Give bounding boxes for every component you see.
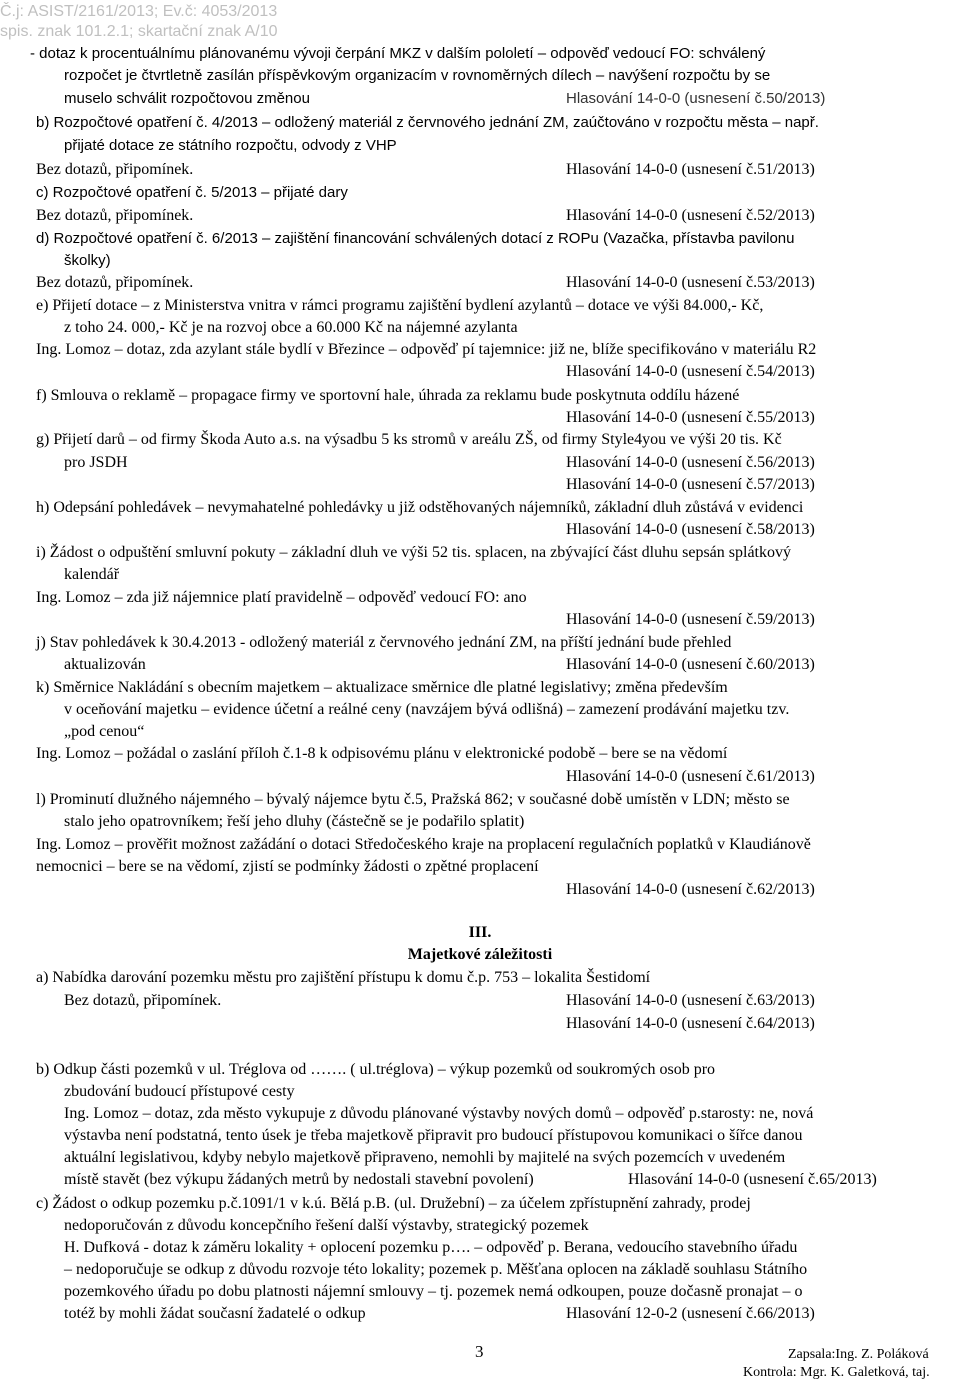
- text-line: výstavba není podstatná, tento úsek je třeba majetkově připravit pro budoucí přístupovou komunikaci o šířce danou: [64, 1127, 803, 1144]
- text-line: pozemkového úřadu po dobu platnosti nájemní smlouvy – tj. pozemek nemá odkoupen, pouze dočasně pronajat – o: [64, 1283, 803, 1300]
- vote-result: Hlasování 14-0-0 (usnesení č.60/2013): [566, 656, 815, 673]
- page-number: 3: [475, 1342, 484, 1361]
- text-line: aktuální legislativou, kdyby nebylo majetkově připraveno, nemohli by majitelé na svých pozemcích v uvedeném: [64, 1149, 786, 1166]
- doc-reference-header: Č.j: ASIST/2161/2013; Ev.č: 4053/2013: [0, 3, 278, 20]
- vote-result: Hlasování 14-0-0 (usnesení č.51/2013): [566, 161, 815, 178]
- vote-result: Hlasování 12-0-2 (usnesení č.66/2013): [566, 1305, 815, 1322]
- text-line: c) Žádost o odkup pozemku p.č.1091/1 v k.ú. Bělá p.B. (ul. Družební) – za účelem zpřístupnění zahrady, prodej: [36, 1195, 751, 1212]
- text-line: - dotaz k procentuálnímu plánovanému vývoji čerpání MKZ v dalším pololetí – odpověď vedoucí FO: schválený: [30, 45, 766, 62]
- text-line: „pod cenou“: [64, 723, 145, 740]
- text-line: g) Přijetí darů – od firmy Škoda Auto a.s. na výsadbu 5 ks stromů v areálu ZŠ, od firmy Style4you ve výši 20 tis. Kč: [36, 431, 782, 448]
- text-line: Bez dotazů, připomínek.: [36, 161, 194, 178]
- text-line: Bez dotazů, připomínek.: [36, 274, 194, 291]
- vote-result: Hlasování 14-0-0 (usnesení č.64/2013): [566, 1015, 815, 1032]
- vote-result: Hlasování 14-0-0 (usnesení č.57/2013): [566, 476, 815, 493]
- text-line: b) Odkup části pozemků v ul. Tréglova od ……. ( ul.tréglova) – výkup pozemků od soukromých osob pro: [36, 1061, 716, 1078]
- text-line: Ing. Lomoz – zda již nájemnice platí pravidelně – odpověď vedoucí FO: ano: [36, 589, 527, 606]
- text-line: Ing. Lomoz – dotaz, zda město vykupuje z důvodu plánované výstavby nových domů – odpověď p.starosty: ne, nová: [64, 1105, 814, 1122]
- text-line: Bez dotazů, připomínek.: [36, 207, 194, 224]
- text-line: H. Dufková - dotaz k záměru lokality + oplocení pozemku p…. – odpověď p. Berana, vedoucího stavebního úřadu: [64, 1239, 798, 1256]
- text-line: h) Odepsání pohledávek – nevymahatelné pohledávky u již odstěhovaných nájemníků, základní dluh zůstává v evidenci: [36, 499, 804, 516]
- text-line: pro JSDH: [64, 454, 128, 471]
- text-line: e) Přijetí dotace – z Ministerstva vnitra v rámci programu zajištění bydlení azylantů – dotace ve výši 84.000,- Kč,: [36, 297, 764, 314]
- file-code-header: spis. znak 101.2.1; skartační znak A/10: [0, 23, 278, 40]
- text-line: stalo jeho opatrovníkem; řeší jeho dluhy (částečně se je podařilo splatit): [64, 813, 525, 830]
- text-line: kalendář: [64, 566, 120, 583]
- text-line: rozpočet je čtvrtletně zasílán příspěvkovým organizacím v rovnoměrných dílech – navýšení rozpočtu by se: [64, 67, 771, 84]
- text-line: Ing. Lomoz – dotaz, zda azylant stále bydlí v Březince – odpověď pí tajemnice: již ne, blíže specifikováno v materiálu R2: [36, 341, 817, 358]
- vote-result-inline: Hlasování 14-0-0 (usnesení č.65/2013): [628, 1171, 877, 1188]
- text-line: k) Směrnice Nakládání s obecním majetkem – aktualizace směrnice dle platné legislativy; změna především: [36, 679, 728, 696]
- text-line: j) Stav pohledávek k 30.4.2013 - odložený materiál z červnového jednání ZM, na příští jednání bude přehled: [36, 634, 732, 651]
- text-line: zbudování budoucí přístupové cesty: [64, 1083, 295, 1100]
- text-line: muselo schválit rozpočtovou změnou: [64, 90, 310, 107]
- vote-result: Hlasování 14-0-0 (usnesení č.54/2013): [566, 363, 815, 380]
- text-line: nedoporučován z důvodu koncepčního řešení další výstavby, strategický pozemek: [64, 1217, 589, 1234]
- text-line: a) Nabídka darování pozemku městu pro zajištění přístupu k domu č.p. 753 – lokalita Šestidomí: [36, 969, 651, 986]
- text-line: i) Žádost o odpuštění smluvní pokuty – základní dluh ve výši 52 tis. splacen, na zbývající část dluhu sepsán splátkový: [36, 544, 791, 561]
- text-line: totéž by mohli žádat současní žadatelé o odkup: [64, 1305, 366, 1322]
- vote-result: Hlasování 14-0-0 (usnesení č.58/2013): [566, 521, 815, 538]
- text-line: místě stavět (bez výkupu žádaných metrů by nedostali stavební povolení): [64, 1171, 534, 1188]
- text-line: Ing. Lomoz – požádal o zaslání příloh č.1-8 k odpisovému plánu v elektronické podobě – bere se na vědomí: [36, 745, 728, 762]
- vote-result: Hlasování 14-0-0 (usnesení č.55/2013): [566, 409, 815, 426]
- vote-result: Hlasování 14-0-0 (usnesení č.50/2013): [566, 90, 826, 107]
- text-line: c) Rozpočtové opatření č. 5/2013 – přijaté dary: [36, 184, 348, 201]
- section-title: Majetkové záležitosti: [407, 946, 553, 963]
- text-line: Bez dotazů, připomínek.: [64, 992, 222, 1009]
- text-line: školky): [64, 252, 111, 269]
- text-line: v oceňování majetku – evidence účetní a reálné ceny (navzájem bývá odlišná) – zamezení prodávání majetku tzv.: [64, 701, 790, 718]
- vote-result: Hlasování 14-0-0 (usnesení č.53/2013): [566, 274, 815, 291]
- text-line: d) Rozpočtové opatření č. 6/2013 – zajištění financování schválených dotací z ROPu (Vazačka, přístavba pavilonu: [36, 230, 795, 247]
- vote-result: Hlasování 14-0-0 (usnesení č.63/2013): [566, 992, 815, 1009]
- vote-result: Hlasování 14-0-0 (usnesení č.56/2013): [566, 454, 815, 471]
- text-line: – nedoporučuje se odkup z důvodu rozvoje této lokality; pozemek p. Měšťana oplocen na základě souhlasu Státního: [64, 1261, 808, 1278]
- text-line: přijaté dotace ze státního rozpočtu, odvody z VHP: [64, 137, 397, 154]
- section-numeral: III.: [468, 924, 492, 941]
- text-line: Ing. Lomoz – prověřit možnost zažádání o dotaci Středočeského kraje na proplacení regulačních poplatků v Klaudiánově: [36, 836, 811, 853]
- recorded-by: Zapsala:Ing. Z. Poláková: [788, 1347, 929, 1362]
- vote-result: Hlasování 14-0-0 (usnesení č.59/2013): [566, 611, 815, 628]
- vote-result: Hlasování 14-0-0 (usnesení č.61/2013): [566, 768, 815, 785]
- checked-by: Kontrola: Mgr. K. Galetková, taj.: [743, 1365, 930, 1380]
- text-line: l) Prominutí dlužného nájemného – bývalý nájemce bytu č.5, Pražská 862; v současné době umístěn v LDN; město se: [36, 791, 790, 808]
- text-line: b) Rozpočtové opatření č. 4/2013 – odložený materiál z červnového jednání ZM, zaúčtováno v rozpočtu města – např.: [36, 114, 819, 131]
- text-line: f) Smlouva o reklamě – propagace firmy ve sportovní hale, úhrada za reklamu bude poskytnuta oddílu házené: [36, 387, 740, 404]
- vote-result: Hlasování 14-0-0 (usnesení č.62/2013): [566, 881, 815, 898]
- text-line: aktualizován: [64, 656, 146, 673]
- vote-result: Hlasování 14-0-0 (usnesení č.52/2013): [566, 207, 815, 224]
- text-line: z toho 24. 000,- Kč je na rozvoj obce a 60.000 Kč na nájemné azylanta: [64, 319, 518, 336]
- text-line: nemocnici – bere se na vědomí, zjistí se podmínky žádosti o zpětné proplacení: [36, 858, 539, 875]
